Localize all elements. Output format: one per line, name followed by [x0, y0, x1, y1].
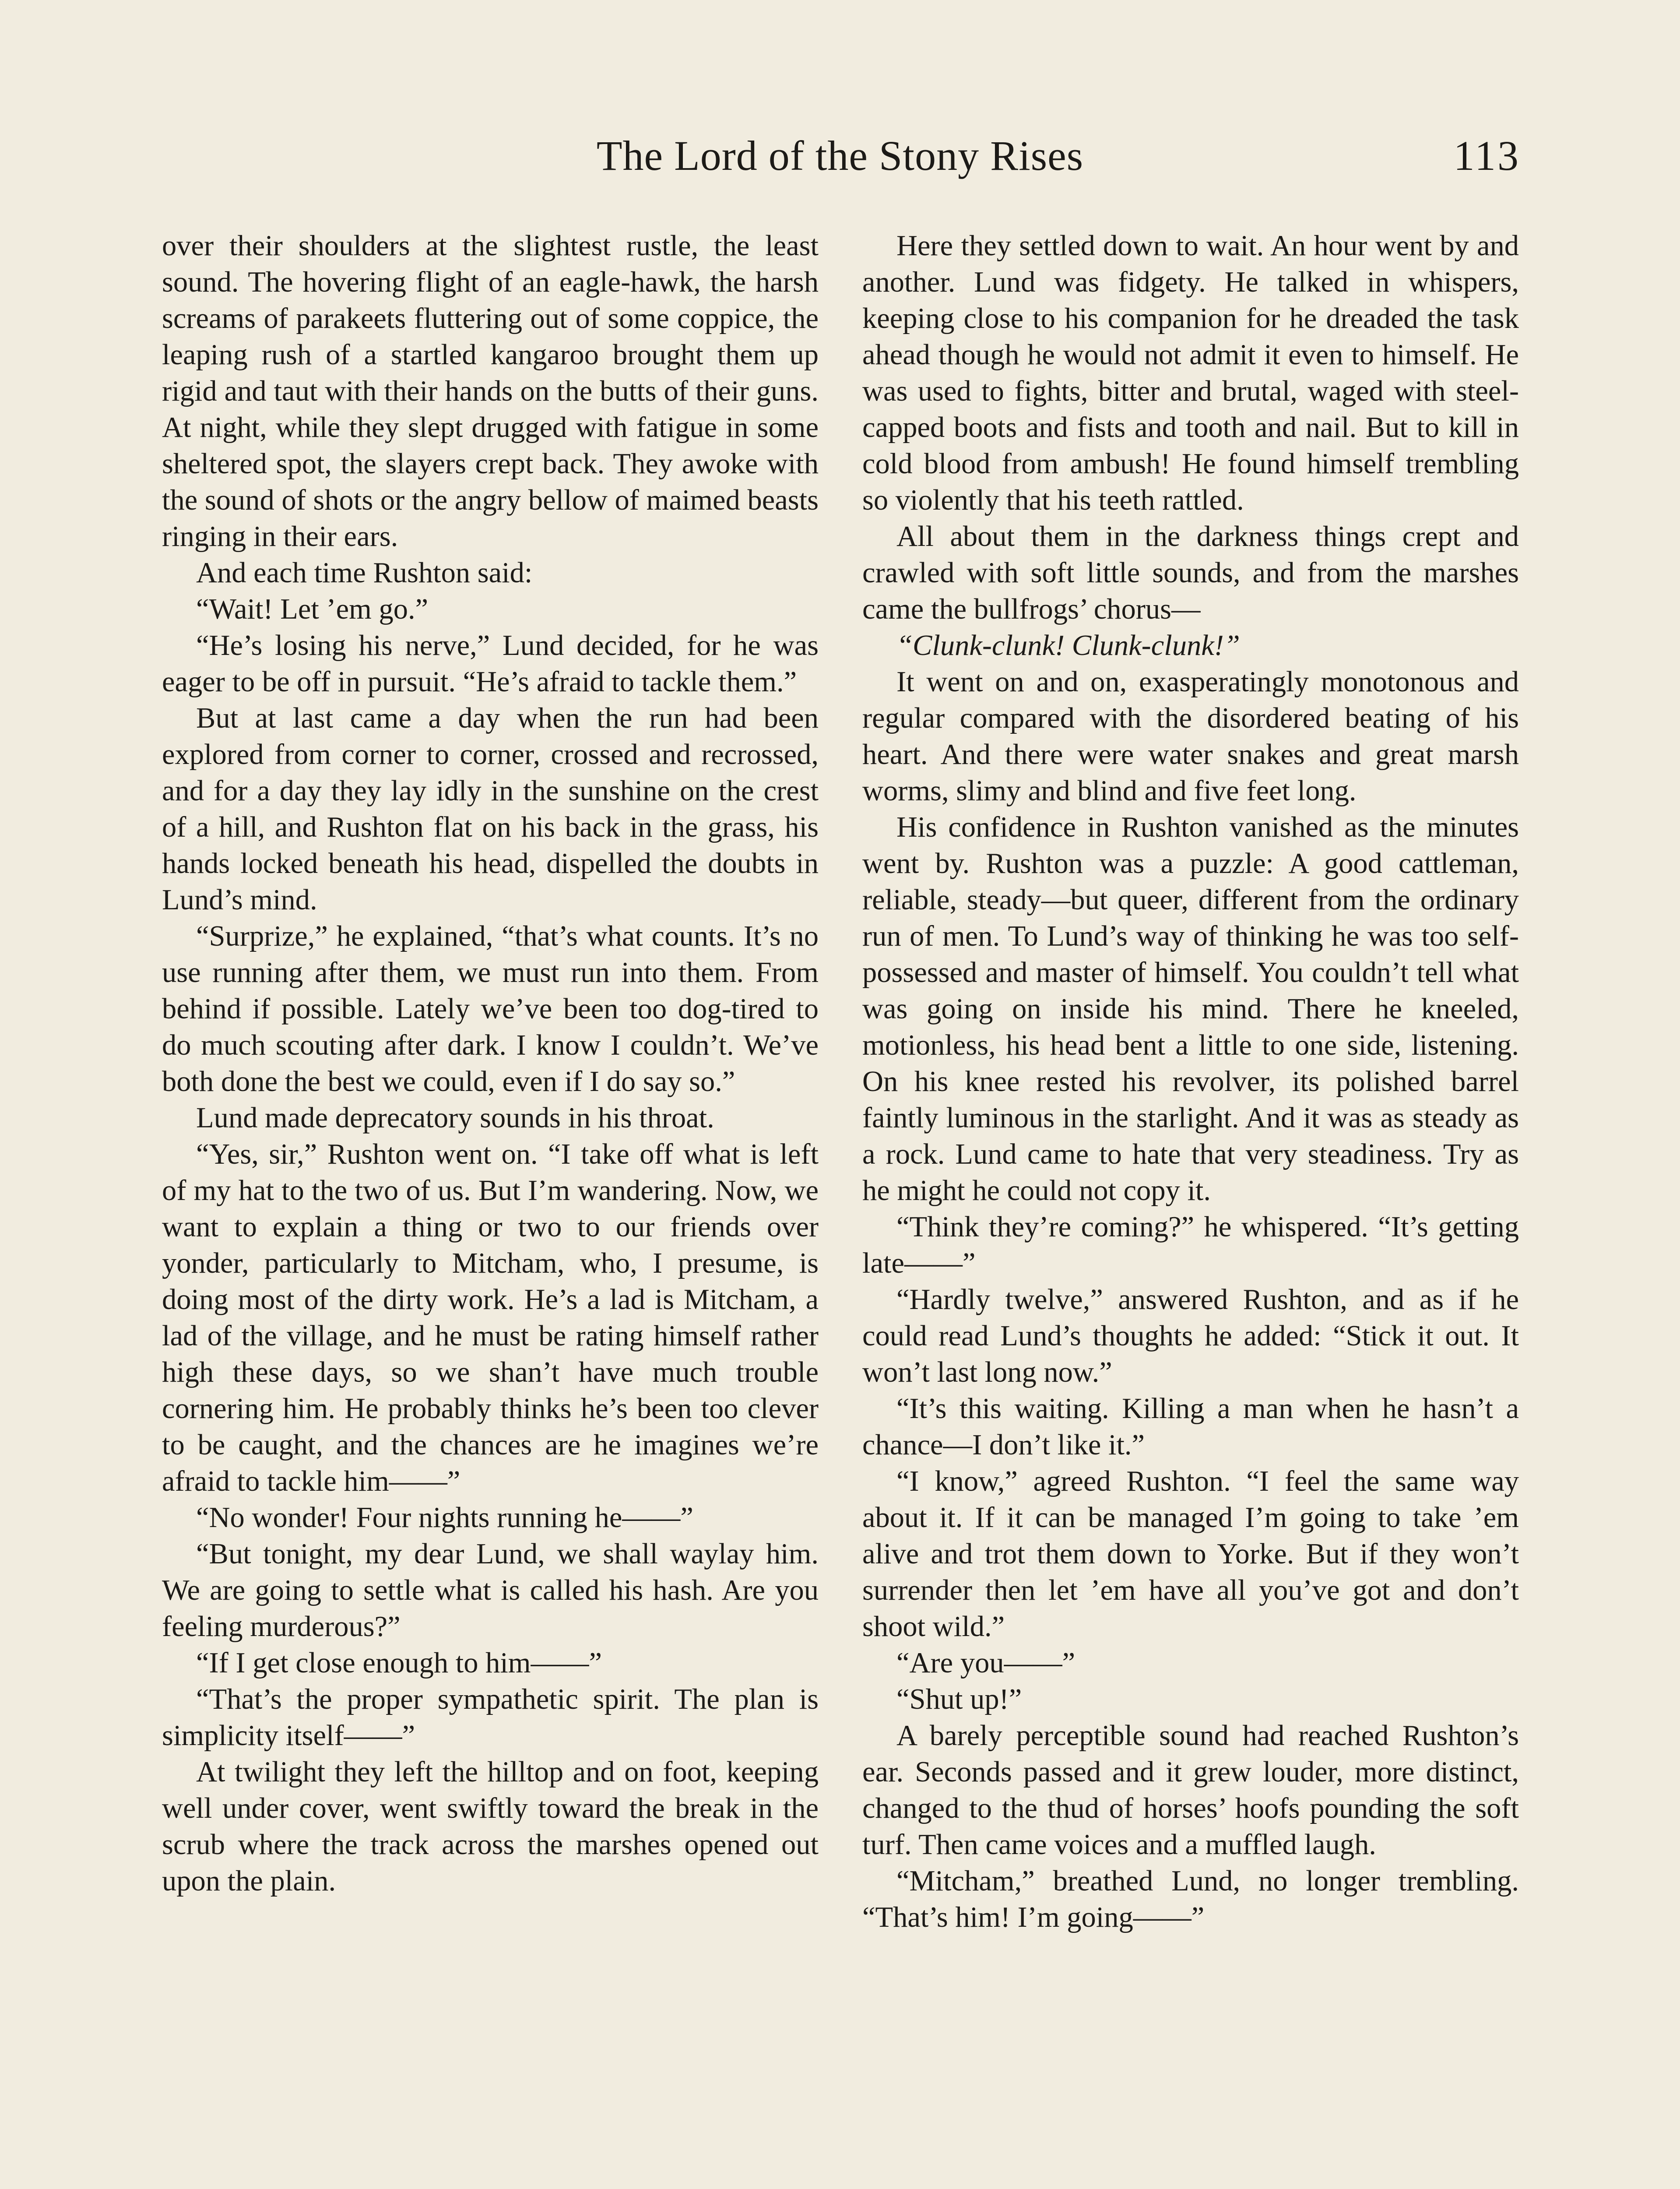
paragraph: “Think they’re coming?” he whispered. “It’s getting late——” — [862, 1211, 1519, 1279]
paragraph: “That’s the proper sympathetic spirit. The plan is simplicity itself——” — [162, 1683, 819, 1752]
paragraph: It went on and on, exasperatingly monotonous and regular compared with the disordered beating of his heart. And there were water snakes and great marsh worms, slimy and blind and five feet long. — [862, 666, 1519, 807]
running-header — [0, 131, 1680, 197]
paragraph: All about them in the darkness things crept and crawled with soft little sounds, and from the marshes came the bullfrogs’ chorus— — [862, 521, 1519, 625]
paragraph: “He’s losing his nerve,” Lund decided, for he was eager to be off in pursuit. “He’s afraid to tackle them.” — [162, 630, 819, 698]
paragraph: Lund made deprecatory sounds in his throat. — [196, 1102, 714, 1134]
paragraph: Here they settled down to wait. An hour went by and another. Lund was fidgety. He talked in whispers, keeping close to his companion for he dreaded the task ahead though he would not admit it even to himself. He was used to fights, bitter and brutal, waged with steel-capped boots and fists and tooth and nail. But to kill in cold blood from ambush! He found himself trembling so violently that his teeth rattled. — [862, 230, 1519, 516]
paragraph: “Are you——” — [896, 1647, 1075, 1679]
left-column — [162, 228, 819, 1899]
paragraph: “It’s this waiting. Killing a man when he hasn’t a chance—I don’t like it.” — [862, 1393, 1519, 1461]
paragraph: “I know,” agreed Rushton. “I feel the same way about it. If it can be managed I’m going to take ’em alive and trot them down to Yorke. But if they won’t surrender then let ’em have all you’ve got and don’t shoot wild.” — [862, 1465, 1519, 1643]
paragraph: over their shoulders at the slightest rustle, the least sound. The hovering flight of an eagle-hawk, the harsh screams of parakeets fluttering out of some coppice, the leaping rush of a startled kangaroo brought them up rigid and taut with their hands on the butts of their guns. At night, while they slept drugged with fatigue in some sheltered spot, the slayers crept back. They awoke with the sound of shots or the angry bellow of maimed beasts ringing in their ears. — [162, 230, 819, 553]
paragraph: “If I get close enough to him——” — [196, 1647, 602, 1679]
paragraph: And each time Rushton said: — [196, 557, 533, 589]
paragraph: “Surprize,” he explained, “that’s what counts. It’s no use running after them, we must run into them. From behind if possible. Lately we’ve been too dog-tired to do much scouting after dark. I know I couldn’t. We’ve both done the best we could, even if I do say so.” — [162, 920, 819, 1098]
paragraph: “Yes, sir,” Rushton went on. “I take off what is left of my hat to the two of us. But I’m wandering. Now, we want to explain a thing or two to our friends over yonder, particularly to Mitcham, who, I presume, is doing most of the dirty work. He’s a lad is Mitcham, a lad of the village, and he must be rating himself rather high these days, so we shan’t have much trouble cornering him. He probably thinks he’s been too clever to be caught, and the chances are he imagines we’re afraid to tackle him——” — [162, 1138, 819, 1497]
paragraph: “Mitcham,” breathed Lund, no longer trembling. “That’s him! I’m going——” — [862, 1865, 1519, 1933]
paragraph: “But tonight, my dear Lund, we shall waylay him. We are going to settle what is called his hash. Are you feeling murderous?” — [162, 1538, 819, 1643]
paragraph: A barely perceptible sound had reached Rushton’s ear. Seconds passed and it grew louder, more distinct, changed to the thud of horses’ hoofs pounding the soft turf. Then came voices and a muffled laugh. — [862, 1720, 1519, 1861]
paragraph: At twilight they left the hilltop and on foot, keeping well under cover, went swiftly toward the break in the scrub where the track across the marshes opened out upon the plain. — [162, 1756, 819, 1897]
paragraph: His confidence in Rushton vanished as the minutes went by. Rushton was a puzzle: A good cattleman, reliable, steady—but queer, different from the ordinary run of men. To Lund’s way of thinking he was too self-possessed and master of himself. You couldn’t tell what was going on inside his mind. There he kneeled, motionless, his head bent a little to one side, listening. On his knee rested his revolver, its polished barrel faintly luminous in the starlight. And it was as steady as a rock. Lund came to hate that very steadiness. Try as he might he could not copy it. — [862, 811, 1519, 1207]
paragraph: “Clunk-clunk! Clunk-clunk!” — [896, 630, 1240, 662]
running-title: The Lord of the Stony Rises — [596, 132, 1084, 179]
paragraph: “Shut up!” — [896, 1683, 1022, 1715]
paragraph: “No wonder! Four nights running he——” — [196, 1502, 693, 1534]
paragraph: “Hardly twelve,” answered Rushton, and as if he could read Lund’s thoughts he added: “Stick it out. It won’t last long now.” — [862, 1284, 1519, 1388]
paragraph: “Wait! Let ’em go.” — [196, 593, 429, 625]
page-number: 113 — [1453, 132, 1520, 179]
right-column — [862, 228, 1519, 1936]
paragraph: But at last came a day when the run had been explored from corner to corner, crossed and recrossed, and for a day they lay idly in the sunshine on the crest of a hill, and Rushton flat on his back in the grass, his hands locked beneath his head, dispelled the doubts in Lund’s mind. — [162, 702, 819, 916]
